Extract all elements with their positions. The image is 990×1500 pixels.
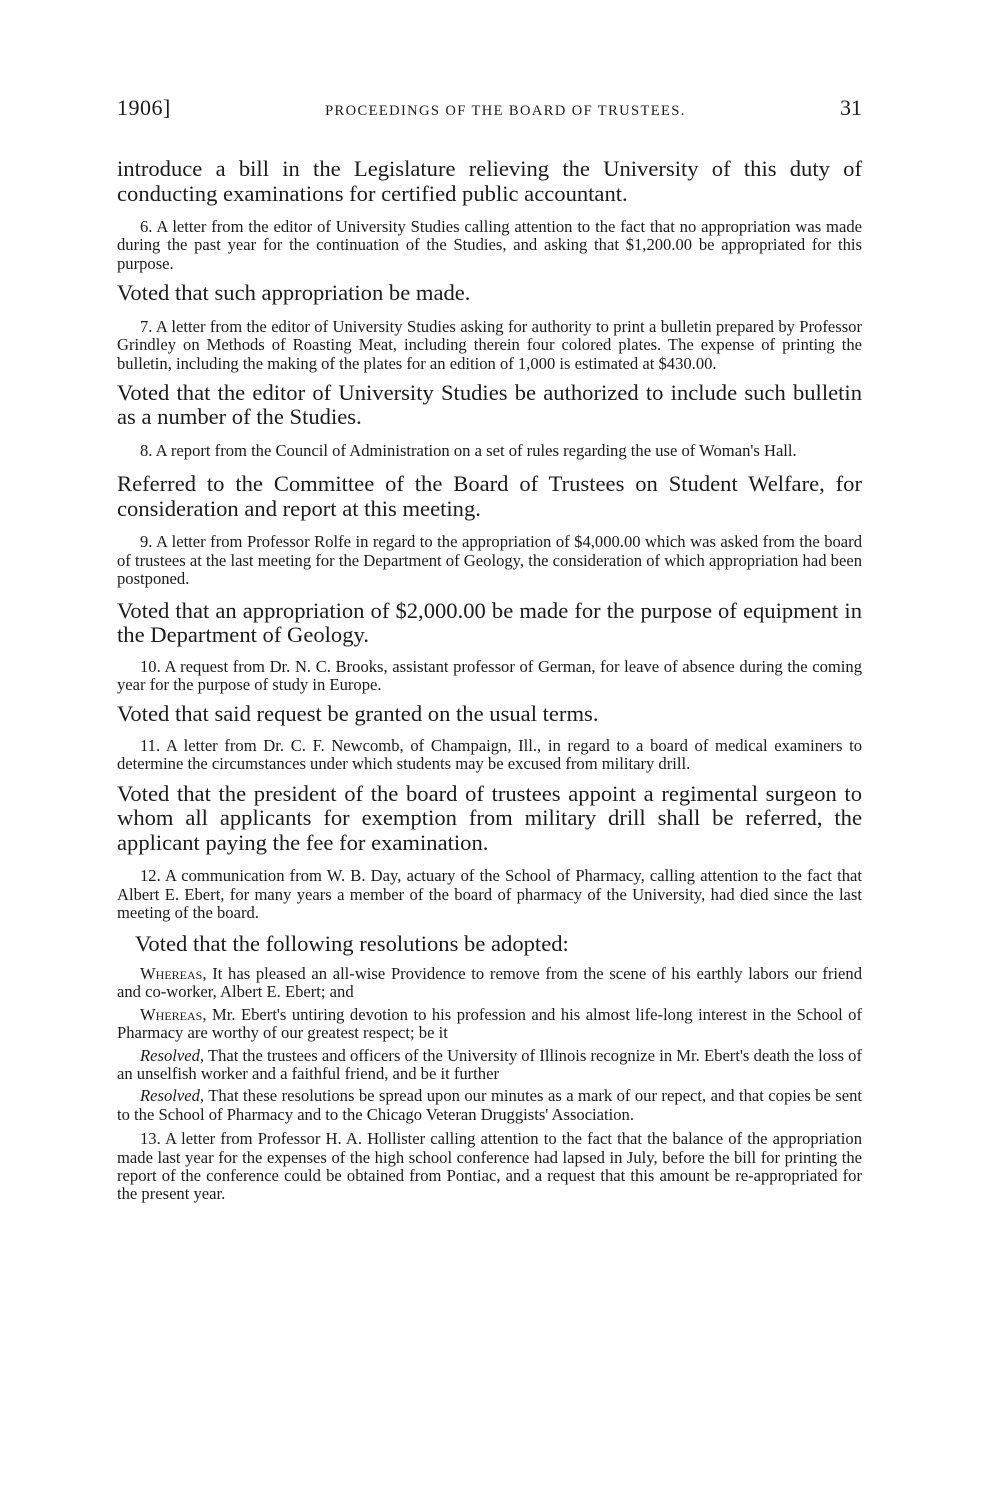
resolution-lead: Resolved,: [140, 1086, 205, 1106]
opening-paragraph: introduce a bill in the Legislature relieving the University of this duty of conducting examinations for certified public accountant.: [117, 156, 862, 206]
resolution-text: Mr. Ebert's untiring devotion to his profession and his almost life-long interest in the School of Pharmacy are worthy of our greatest respect; be it: [117, 1004, 862, 1043]
item-6: 6. A letter from the editor of University Studies calling attention to the fact that no appropriation was made during the past year for the continuation of the Studies, and asking that $1,200.00 be appropriated for this purpose.: [117, 217, 862, 273]
running-header: [117, 95, 862, 121]
item-13: 13. A letter from Professor H. A. Hollister calling attention to the fact that the balance of the appropriation made last year for the expenses of the high school conference had lapsed in July, before the bill for printing the report of the conference could be obtained from Pontiac, and a request that this amount be re-appropriated for the present year.: [117, 1129, 862, 1204]
vote-12: Voted that the following resolutions be adopted:: [135, 931, 569, 957]
item-8: 8. A report from the Council of Administration on a set of rules regarding the use of Woman's Hall.: [140, 440, 797, 460]
resolution-resolved-1: [117, 1047, 862, 1084]
vote-8: Referred to the Committee of the Board of Trustees on Student Welfare, for consideration and report at this meeting.: [117, 471, 862, 521]
header-title: PROCEEDINGS OF THE BOARD OF TRUSTEES.: [325, 103, 686, 119]
vote-11: Voted that the president of the board of trustees appoint a regimental surgeon to whom all applicants for exemption from military drill shall be referred, the applicant paying the fee for examination.: [117, 780, 862, 855]
header-year: 1906]: [117, 95, 171, 120]
item-11: 11. A letter from Dr. C. F. Newcomb, of Champaign, Ill., in regard to a board of medical examiners to determine the circumstances under which students may be excused from military drill.: [117, 735, 862, 774]
resolution-whereas-2: [117, 1006, 862, 1043]
resolution-resolved-2: [117, 1087, 862, 1124]
item-9: 9. A letter from Professor Rolfe in regard to the appropriation of $4,000.00 which was asked from the board of trustees at the last meeting for the Department of Geology, the consideration of which appropriation had been postponed.: [117, 532, 862, 589]
item-7: 7. A letter from the editor of University Studies asking for authority to print a bulletin prepared by Professor Grindley on Methods of Roasting Meat, including therein four colored plates. The expense of printing the bulletin, including the making of the plates for an edition of 1,000 is estimated at $430.00.: [117, 316, 862, 373]
document-page: [117, 95, 862, 1204]
item-12: 12. A communication from W. B. Day, actuary of the School of Pharmacy, calling attention to the fact that Albert E. Ebert, for many years a member of the board of pharmacy of the University, had died since the last meeting of the board.: [117, 866, 862, 922]
resolution-lead: Whereas,: [140, 1004, 207, 1024]
vote-7: Voted that the editor of University Studies be authorized to include such bulletin as a number of the Studies.: [117, 379, 862, 430]
vote-6: Voted that such appropriation be made.: [117, 280, 471, 306]
vote-10: Voted that said request be granted on the usual terms.: [117, 701, 599, 727]
page-number: 31: [840, 95, 862, 120]
resolution-lead: Whereas,: [140, 963, 207, 983]
resolution-text: That the trustees and officers of the University of Illinois recognize in Mr. Ebert's death the loss of an unselfish worker and a faithful friend, and be it further: [117, 1045, 862, 1083]
resolution-lead: Resolved,: [140, 1045, 205, 1065]
resolution-text: It has pleased an all-wise Providence to remove from the scene of his earthly labors our friend and co-worker, Albert E. Ebert; and: [117, 963, 862, 1002]
vote-9: Voted that an appropriation of $2,000.00 be made for the purpose of equipment in the Department of Geology.: [117, 597, 862, 648]
item-10: 10. A request from Dr. N. C. Brooks, assistant professor of German, for leave of absence during the coming year for the purpose of study in Europe.: [117, 656, 862, 694]
resolution-text: That these resolutions be spread upon our minutes as a mark of our repect, and that copies be sent to the School of Pharmacy and to the Chicago Veteran Druggists' Association.: [117, 1086, 862, 1124]
resolution-whereas-1: [117, 965, 862, 1002]
